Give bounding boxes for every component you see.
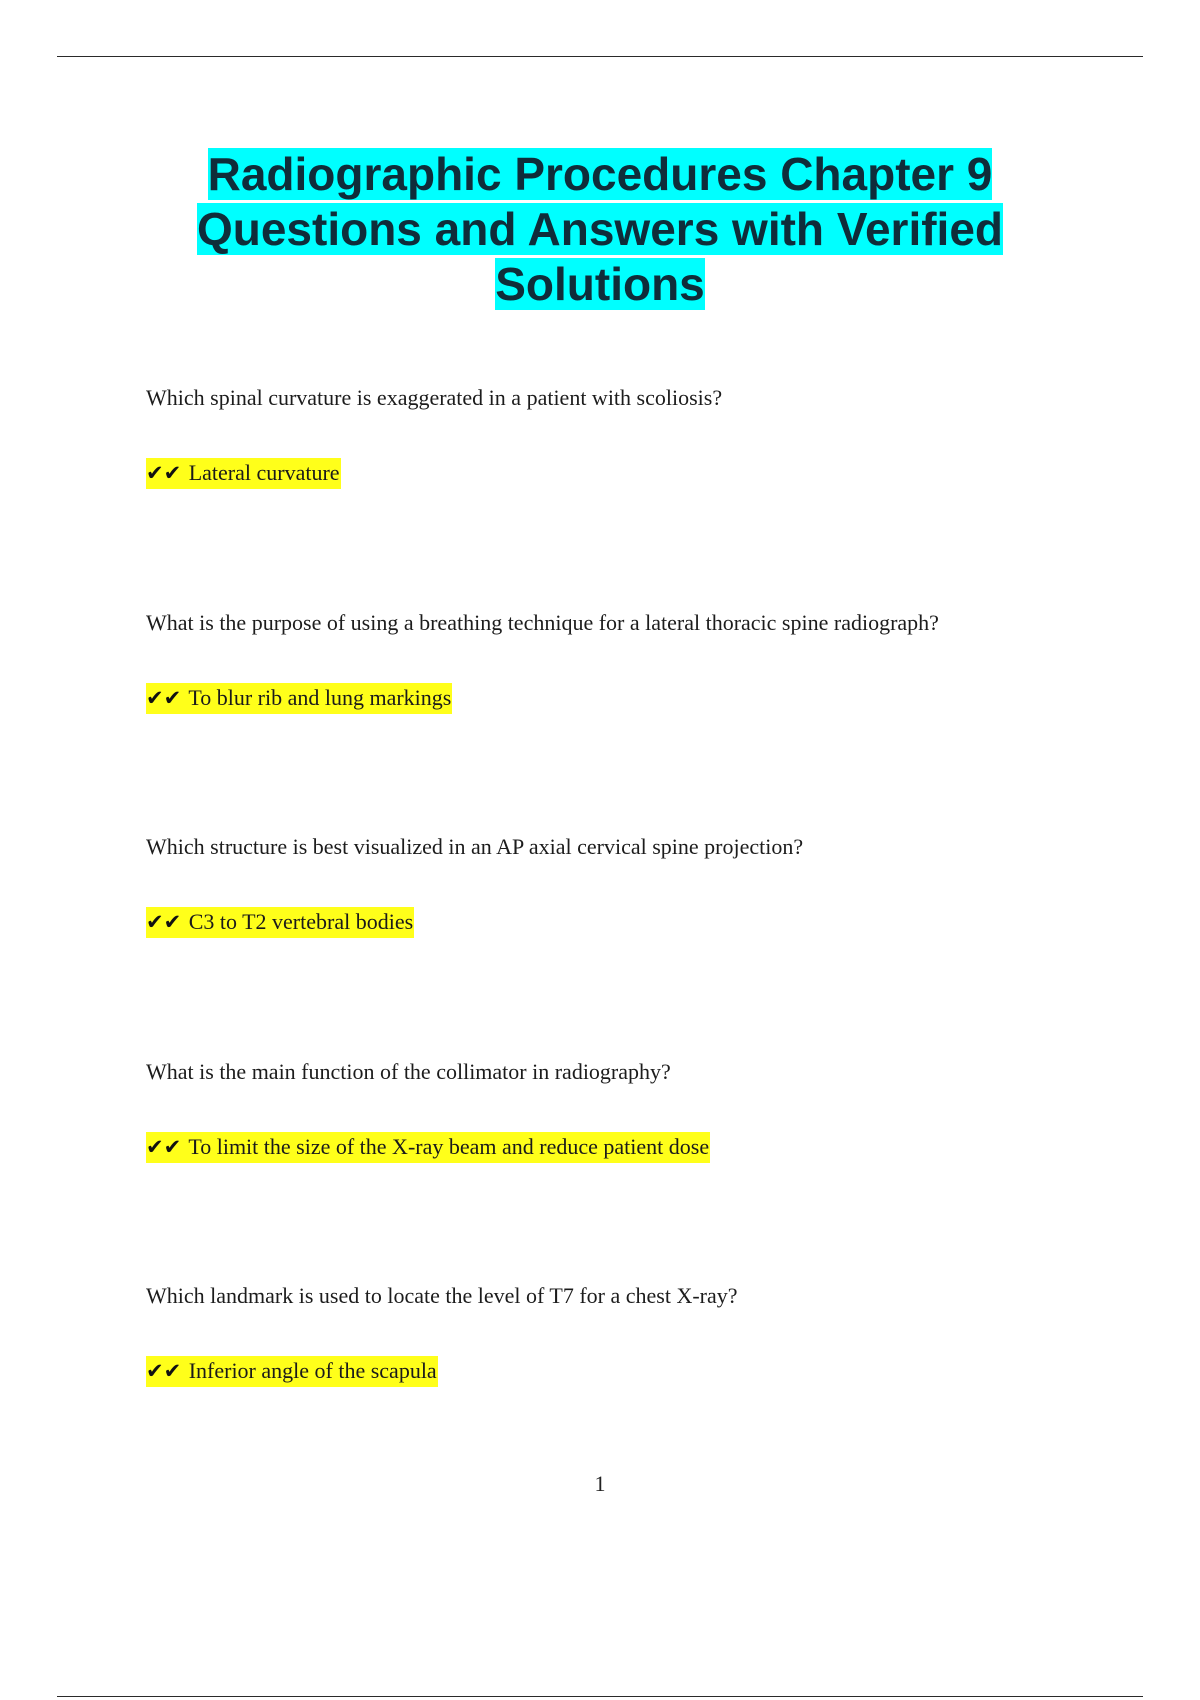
answer [146, 1132, 1126, 1163]
question-text: Which spinal curvature is exaggerated in a patient with scoliosis? [146, 385, 723, 410]
double-check-icon: ✔✔ [146, 461, 182, 485]
title-block [0, 147, 1200, 312]
question-text: What is the purpose of using a breathing technique for a lateral thoracic spine radiograph? [146, 610, 939, 635]
footer-rule [57, 1696, 1143, 1697]
qa-item [146, 1282, 1126, 1387]
qa-item [146, 833, 1126, 938]
answer-highlight [146, 683, 452, 714]
answer-highlight [146, 1132, 710, 1163]
question-text: Which structure is best visualized in an AP axial cervical spine projection? [146, 834, 804, 859]
answer-text: C3 to T2 vertebral bodies [188, 909, 414, 934]
answer-text: To blur rib and lung markings [188, 685, 452, 710]
qa-item [146, 384, 1126, 489]
answer-highlight [146, 458, 341, 489]
answer [146, 907, 1126, 938]
answer [146, 683, 1126, 714]
question-text: Which landmark is used to locate the level of T7 for a chest X-ray? [146, 1283, 738, 1308]
document-title: Radiographic Procedures Chapter 9 Questions and Answers with Verified Solutions [196, 148, 1004, 310]
answer-text: Lateral curvature [188, 460, 340, 485]
double-check-icon: ✔✔ [146, 686, 182, 710]
answer [146, 458, 1126, 489]
answer [146, 1356, 1126, 1387]
answer-text: To limit the size of the X-ray beam and reduce patient dose [188, 1134, 710, 1159]
double-check-icon: ✔✔ [146, 1135, 182, 1159]
answer-highlight [146, 907, 414, 938]
qa-item [146, 609, 1126, 714]
qa-item [146, 1058, 1126, 1163]
question-text: What is the main function of the collimator in radiography? [146, 1059, 671, 1084]
double-check-icon: ✔✔ [146, 910, 182, 934]
double-check-icon: ✔✔ [146, 1359, 182, 1383]
answer-text: Inferior angle of the scapula [188, 1358, 437, 1383]
answer-highlight [146, 1356, 438, 1387]
header-rule [57, 56, 1143, 57]
page-number: 1 [594, 1471, 606, 1496]
